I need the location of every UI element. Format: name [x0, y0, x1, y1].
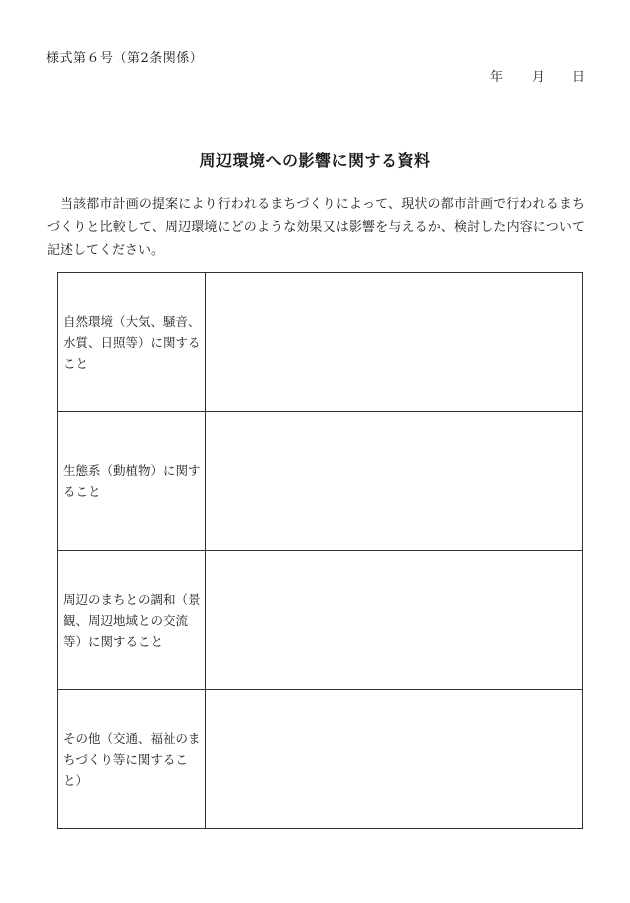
date-line — [0, 66, 630, 86]
row-answer-field[interactable] — [206, 690, 583, 829]
row-answer-field[interactable] — [206, 551, 583, 690]
row-label: 周辺のまちとの調和（景観、周辺地域との交流等）に関すること — [58, 551, 206, 690]
row-label: 生態系（動植物）に関すること — [58, 412, 206, 551]
row-answer-field[interactable] — [206, 273, 583, 412]
page-title: 周辺環境への影響に関する資料 — [199, 151, 431, 170]
table-row — [58, 690, 583, 829]
row-label: 自然環境（大気、騒音、水質、日照等）に関すること — [58, 273, 206, 412]
table-row — [58, 273, 583, 412]
row-answer-field[interactable] — [206, 412, 583, 551]
assessment-table — [57, 272, 583, 829]
row-label: その他（交通、福祉のまちづくり等に関すること） — [58, 690, 206, 829]
date-month-label: 月 — [532, 70, 546, 85]
table-row — [58, 412, 583, 551]
table-row — [58, 551, 583, 690]
form-number: 様式第６号（第2条関係） — [46, 51, 204, 66]
date-year-label: 年 — [490, 70, 504, 85]
instructions-text: 当該都市計画の提案により行われるまちづくりによって、現状の都市計画で行われるまちづくりと比較して、周辺環境にどのような効果又は影響を与えるか、検討した内容について記述してください。 — [47, 197, 585, 258]
date-day-label: 日 — [572, 70, 586, 85]
